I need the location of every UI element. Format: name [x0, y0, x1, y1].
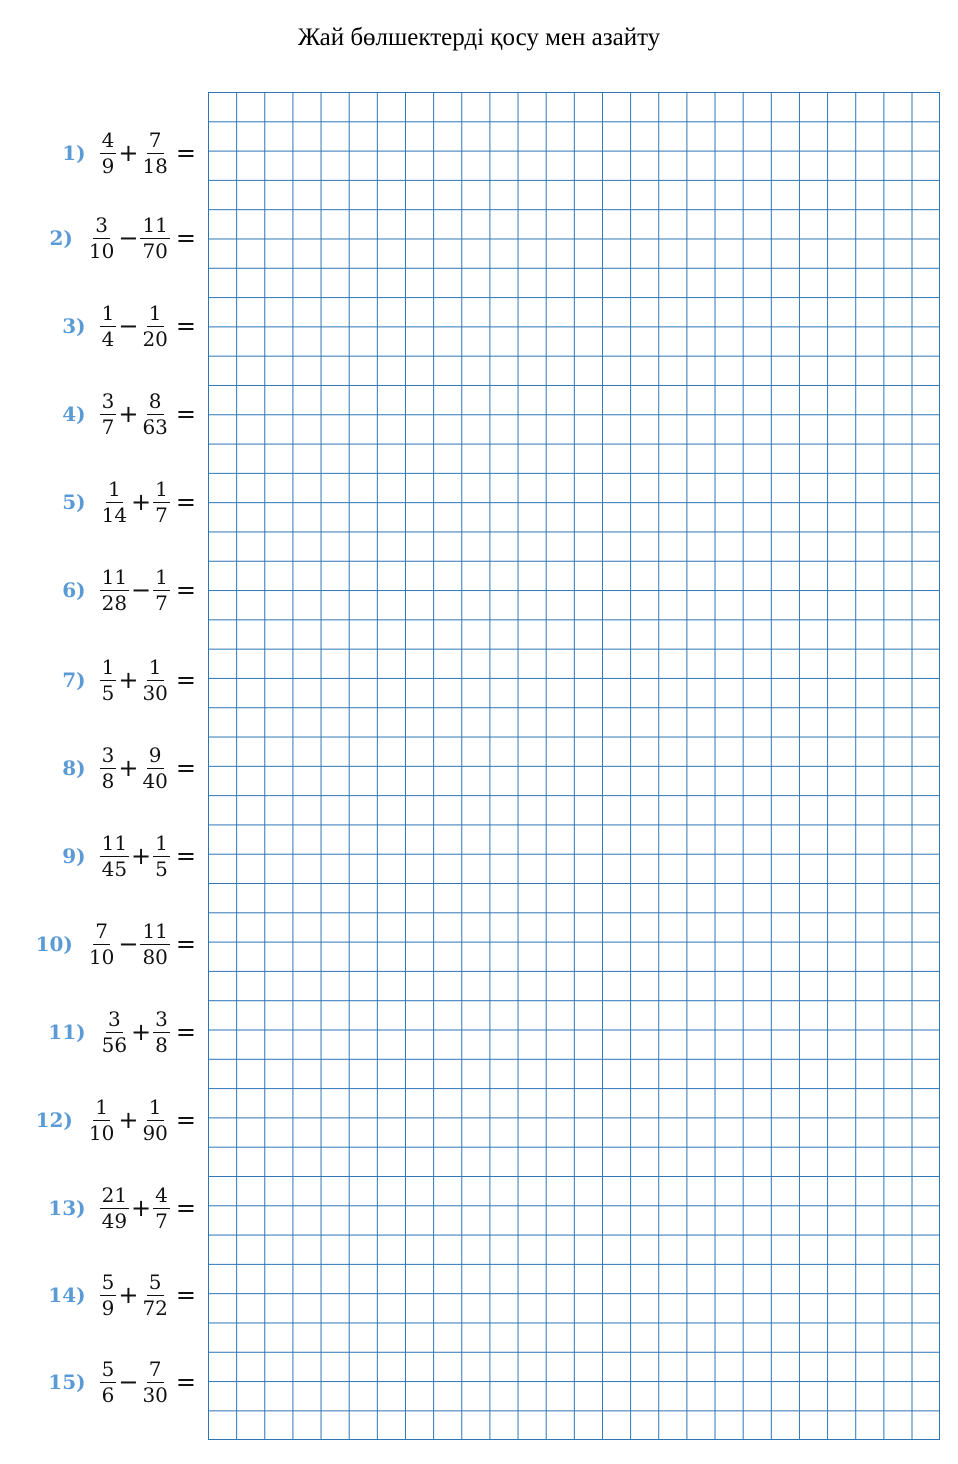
operator: −: [118, 1368, 139, 1396]
denominator: 10: [88, 944, 115, 969]
problem-9: [62, 826, 198, 886]
problem-number: 10): [35, 932, 73, 956]
fraction-b: [140, 744, 169, 793]
fraction-b: [140, 656, 169, 705]
numerator: 11: [142, 918, 168, 943]
denominator: 70: [142, 238, 168, 263]
problem-number: 7): [62, 668, 86, 692]
denominator: 9: [101, 153, 115, 178]
operator: +: [131, 1018, 152, 1046]
problem-number: 15): [48, 1370, 86, 1394]
equals-sign: =: [175, 1106, 196, 1134]
denominator: 30: [142, 680, 168, 705]
problem-10: [36, 914, 198, 974]
problem-number: 2): [49, 226, 73, 250]
problem-6: [62, 560, 198, 620]
fraction-a: [87, 920, 116, 969]
problem-number: 3): [62, 314, 86, 338]
fraction-a: [100, 390, 117, 439]
problem-13: [48, 1178, 198, 1238]
denominator: 7: [155, 502, 168, 527]
numerator: 5: [148, 1269, 162, 1294]
operator: +: [131, 842, 152, 870]
denominator: 7: [155, 590, 168, 615]
problem-number: 13): [48, 1196, 86, 1220]
fraction-a: [100, 832, 129, 881]
denominator: 7: [101, 414, 115, 439]
denominator: 18: [142, 153, 168, 178]
operator: +: [118, 139, 139, 167]
denominator: 28: [101, 590, 128, 615]
page-title: Жай бөлшектерді қосу мен азайту: [297, 24, 661, 51]
problem-number: 9): [62, 844, 86, 868]
fraction-b: [140, 1358, 169, 1407]
equals-sign: =: [175, 1281, 196, 1309]
fraction-a: [100, 1358, 117, 1407]
numerator: 1: [148, 1094, 162, 1119]
equals-sign: =: [175, 842, 196, 870]
fraction-a: [87, 1096, 116, 1145]
numerator: 1: [148, 654, 162, 679]
denominator: 5: [155, 856, 168, 881]
problem-4: [62, 384, 198, 444]
denominator: 49: [101, 1208, 128, 1233]
fraction-a: [87, 214, 116, 263]
equals-sign: =: [175, 1368, 196, 1396]
problem-number: 6): [62, 578, 86, 602]
problem-number: 14): [48, 1283, 86, 1307]
denominator: 30: [142, 1382, 168, 1407]
numerator: 7: [148, 127, 162, 152]
numerator: 5: [101, 1269, 115, 1294]
fraction-b: [153, 566, 170, 615]
numerator: 11: [101, 830, 128, 855]
denominator: 10: [88, 238, 115, 263]
denominator: 20: [142, 326, 168, 351]
fraction-a: [100, 1008, 129, 1057]
equals-sign: =: [175, 1018, 196, 1046]
fraction-a: [100, 566, 129, 615]
operator: +: [118, 1106, 139, 1134]
answer-grid[interactable]: [208, 92, 940, 1440]
denominator: 80: [142, 944, 168, 969]
numerator: 21: [101, 1182, 128, 1207]
problem-5: [62, 472, 198, 532]
equals-sign: =: [175, 666, 196, 694]
denominator: 40: [142, 768, 168, 793]
numerator: 9: [148, 742, 162, 767]
denominator: 8: [101, 768, 115, 793]
denominator: 6: [101, 1382, 115, 1407]
numerator: 3: [95, 212, 108, 237]
fraction-a: [100, 656, 117, 705]
numerator: 1: [148, 300, 162, 325]
problem-1: [62, 123, 198, 183]
numerator: 3: [107, 1006, 121, 1031]
problem-11: [48, 1002, 198, 1062]
equals-sign: =: [175, 224, 196, 252]
problem-2: [49, 208, 198, 268]
problem-14: [48, 1265, 198, 1325]
fraction-b: [140, 302, 169, 351]
fraction-b: [140, 214, 169, 263]
numerator: 5: [101, 1356, 115, 1381]
denominator: 7: [155, 1208, 168, 1233]
denominator: 90: [142, 1120, 168, 1145]
operator: +: [131, 1194, 152, 1222]
denominator: 8: [155, 1032, 168, 1057]
problem-number: 12): [35, 1108, 73, 1132]
denominator: 72: [142, 1295, 168, 1320]
problem-12: [36, 1090, 198, 1150]
problem-15: [48, 1352, 198, 1412]
denominator: 4: [101, 326, 115, 351]
equals-sign: =: [175, 930, 196, 958]
numerator: 8: [148, 388, 162, 413]
operator: −: [118, 312, 139, 340]
numerator: 3: [101, 388, 115, 413]
problem-number: 5): [62, 490, 86, 514]
numerator: 1: [101, 300, 115, 325]
equals-sign: =: [175, 312, 196, 340]
operator: +: [118, 1281, 139, 1309]
operator: +: [118, 754, 139, 782]
denominator: 5: [101, 680, 115, 705]
fraction-a: [100, 744, 117, 793]
numerator: 7: [95, 918, 108, 943]
numerator: 7: [148, 1356, 162, 1381]
fraction-b: [140, 390, 169, 439]
problem-number: 11): [48, 1020, 86, 1044]
equals-sign: =: [175, 139, 196, 167]
fraction-b: [153, 1008, 170, 1057]
fraction-b: [140, 1096, 169, 1145]
numerator: 1: [155, 564, 168, 589]
equals-sign: =: [175, 576, 196, 604]
problem-3: [62, 296, 198, 356]
numerator: 3: [101, 742, 115, 767]
fraction-b: [153, 832, 170, 881]
fraction-b: [140, 1271, 169, 1320]
fraction-b: [153, 1184, 170, 1233]
operator: −: [118, 224, 139, 252]
problem-8: [62, 738, 198, 798]
denominator: 14: [101, 502, 128, 527]
operator: −: [131, 576, 152, 604]
problem-7: [62, 650, 198, 710]
numerator: 1: [155, 830, 168, 855]
equals-sign: =: [175, 754, 196, 782]
numerator: 4: [101, 127, 115, 152]
problem-number: 8): [62, 756, 86, 780]
numerator: 4: [155, 1182, 168, 1207]
problem-number: 4): [62, 402, 86, 426]
operator: +: [131, 488, 152, 516]
numerator: 11: [142, 212, 168, 237]
numerator: 3: [155, 1006, 168, 1031]
numerator: 11: [101, 564, 128, 589]
fraction-a: [100, 129, 117, 178]
numerator: 1: [107, 476, 121, 501]
denominator: 45: [101, 856, 128, 881]
operator: −: [118, 930, 139, 958]
denominator: 63: [142, 414, 168, 439]
fraction-b: [140, 129, 169, 178]
fraction-a: [100, 478, 129, 527]
equals-sign: =: [175, 1194, 196, 1222]
numerator: 1: [101, 654, 115, 679]
fraction-a: [100, 1184, 129, 1233]
equals-sign: =: [175, 400, 196, 428]
numerator: 1: [155, 476, 168, 501]
denominator: 56: [101, 1032, 128, 1057]
operator: +: [118, 666, 139, 694]
fraction-b: [153, 478, 170, 527]
denominator: 10: [88, 1120, 115, 1145]
fraction-b: [140, 920, 169, 969]
fraction-a: [100, 1271, 117, 1320]
operator: +: [118, 400, 139, 428]
denominator: 9: [101, 1295, 115, 1320]
fraction-a: [100, 302, 117, 351]
equals-sign: =: [175, 488, 196, 516]
numerator: 1: [95, 1094, 108, 1119]
problem-number: 1): [62, 141, 86, 165]
